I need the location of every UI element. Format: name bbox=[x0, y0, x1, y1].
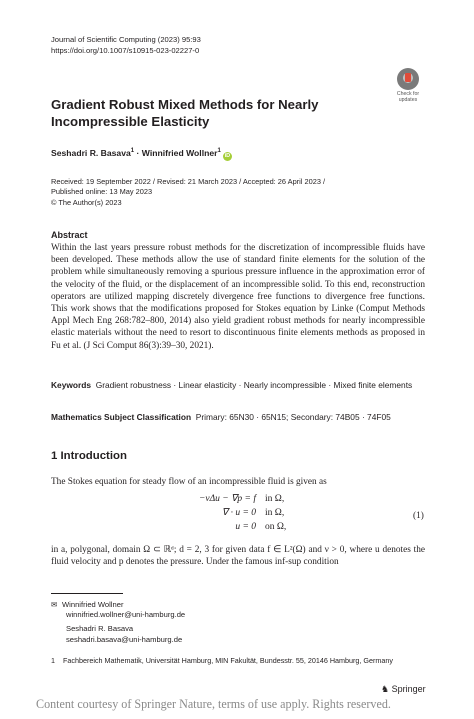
check-updates-label-2: updates bbox=[398, 97, 418, 103]
abstract-text: Within the last years pressure robust methods for the discretization of incompressible fluids have been developed. These methods allow the use of standard finite elements for the solution of the problem while simultaneously removing a spurious pressure influence in the approximation error of the velocity of the fluid, or the displacement of an incompressible solid. To this end, reconstruction operators are utilized mapping discretely divergence free functions to divergence free functions. This work shows that the modifications proposed for Stokes equation by Linke (Comput Methods Appl Mech Eng 268:782–800, 2014) also yield gradient robust methods for nearly incompressible elastic materials without the need to resort to discontinuous finite elements methods as proposed in Fu et al. (J Sci Comput 86(3):39–30, 2021). bbox=[51, 243, 425, 351]
keywords-label: Keywords bbox=[51, 380, 92, 390]
doi-link[interactable]: https://doi.org/10.1007/s10915-023-02227-0 bbox=[51, 46, 200, 55]
msc-text: Primary: 65N30 · 65N15; Secondary: 74B05 · 74F05 bbox=[195, 412, 391, 422]
corresponding-author-contact bbox=[51, 600, 185, 645]
paper-title: Gradient Robust Mixed Methods for Nearly Incompressible Elasticity bbox=[51, 97, 319, 129]
equation-rhs: on Ω, bbox=[265, 522, 287, 532]
affiliation-mark: 1 bbox=[217, 148, 221, 155]
footnote-text: Fachbereich Mathematik, Universität Hamburg, MIN Fakultät, Bundesstr. 55, 20146 Hamburg, Germany bbox=[63, 656, 393, 665]
springer-logo bbox=[381, 684, 426, 695]
equation-number: (1) bbox=[413, 511, 424, 521]
publisher-name: Springer bbox=[391, 684, 426, 694]
courtesy-watermark: Content courtesy of Springer Nature, terms of use apply. Rights reserved. bbox=[36, 697, 391, 711]
equation-rhs: in Ω, bbox=[265, 508, 285, 518]
crossmark-icon bbox=[397, 68, 419, 90]
contact-name: Winnifried Wollner bbox=[62, 600, 124, 609]
footnote-rule bbox=[51, 593, 123, 594]
equation-row bbox=[0, 507, 474, 521]
keywords bbox=[51, 379, 425, 391]
abstract-heading: Abstract bbox=[51, 230, 88, 240]
equation-lhs: u = 0 bbox=[235, 522, 256, 532]
author-separator: · bbox=[136, 148, 140, 158]
contact-name: Seshadri R. Basava bbox=[66, 624, 134, 634]
intro-paragraph: The Stokes equation for steady flow of an incompressible fluid is given as bbox=[51, 477, 327, 487]
published-date: Published online: 13 May 2023 bbox=[51, 187, 153, 197]
keywords-text: Gradient robustness · Linear elasticity · Nearly incompressible · Mixed finite elements bbox=[95, 380, 413, 390]
author-name: Seshadri R. Basava bbox=[51, 148, 131, 158]
msc-classification bbox=[51, 412, 425, 422]
journal-header bbox=[51, 34, 201, 56]
publication-dates bbox=[51, 177, 325, 208]
equation-row bbox=[0, 493, 474, 507]
received-dates: Received: 19 September 2022 / Revised: 21 March 2023 / Accepted: 26 April 2023 / bbox=[51, 177, 326, 186]
section-heading: 1 Introduction bbox=[51, 450, 127, 462]
check-updates-label: Check for bbox=[396, 91, 420, 97]
footnote-number: 1 bbox=[51, 656, 55, 665]
affiliation-mark: 1 bbox=[130, 148, 135, 155]
msc-label: Mathematics Subject Classification bbox=[51, 412, 192, 422]
springer-horse-icon: ♞ bbox=[381, 684, 390, 694]
contact-email[interactable]: winnifried.wollner@uni-hamburg.de bbox=[66, 610, 186, 620]
affiliation-footnote bbox=[51, 656, 393, 665]
copyright: © The Author(s) 2023 bbox=[51, 197, 122, 207]
equation-lhs: ∇ · u = 0 bbox=[221, 508, 256, 518]
equation-rhs: in Ω, bbox=[265, 494, 285, 504]
contact-email[interactable]: seshadri.basava@uni-hamburg.de bbox=[66, 634, 183, 644]
author-list bbox=[51, 148, 232, 161]
equation-block bbox=[0, 493, 474, 537]
envelope-icon: ✉ bbox=[51, 600, 58, 609]
journal-citation: Journal of Scientific Computing (2023) 95:93 bbox=[51, 35, 201, 44]
author-name: Winnifried Wollner bbox=[141, 148, 218, 158]
orcid-icon[interactable]: iD bbox=[224, 153, 231, 159]
body-paragraph: in a, polygonal, domain Ω ⊂ ℝᵈ; d = 2, 3 for given data f ∈ L²(Ω) and ν > 0, where u denotes the fluid velocity and p denotes the pressure. Under the famous inf-sup condition bbox=[51, 545, 425, 567]
equation-lhs: −νΔu − ∇p = f bbox=[198, 494, 256, 504]
equation-row bbox=[0, 521, 474, 535]
